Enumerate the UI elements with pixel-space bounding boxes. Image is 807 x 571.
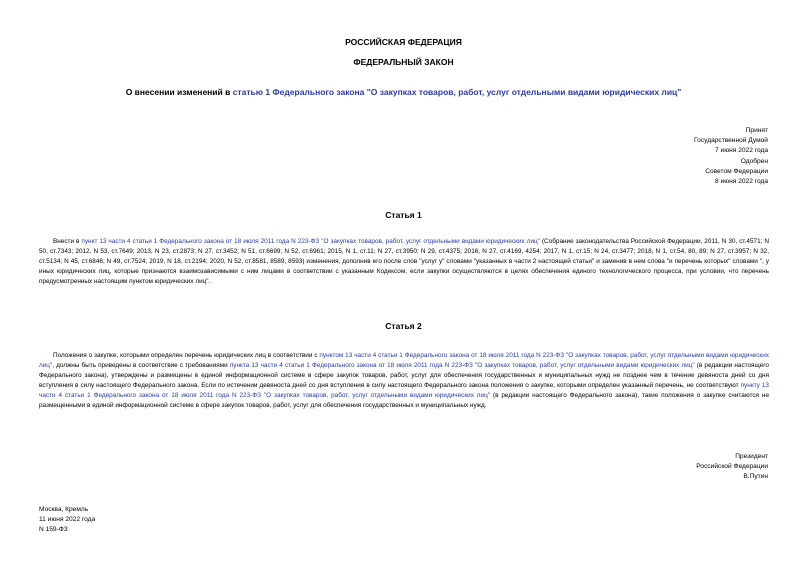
law-title-prefix: О внесении изменений в <box>125 87 233 97</box>
article-2-link[interactable]: пунктом 13 части 4 статьи 1 Федерального закона от 18 июля 2011 года N 223-ФЗ "О закупках товаров, работ, услуг отдельными видами юридических лиц" <box>39 352 769 370</box>
adoption-line: Принят <box>745 127 768 134</box>
law-type-heading: ФЕДЕРАЛЬНЫЙ ЗАКОН <box>353 57 454 67</box>
article-2-link[interactable]: пункта 13 части 4 статьи 1 Федерального закона от 18 июля 2011 года N 223-ФЗ "О закупках товаров, работ, услуг отдельными видами юридических лиц" <box>229 362 695 370</box>
adoption-line: 8 июня 2022 года <box>715 178 768 186</box>
adoption-line: Одобрен <box>740 157 768 165</box>
article-2-text: Положения о закупке, которыми определен перечень юридических лиц в соответствии с <box>53 352 320 359</box>
signature-line: Президент <box>735 453 768 460</box>
adoption-block <box>568 126 768 187</box>
date-line: 11 июня 2022 года <box>39 516 96 524</box>
place-line: Москва, Кремль <box>39 506 89 513</box>
article-2-heading: Статья 2 <box>385 321 422 331</box>
article-2-text: , должны быть приведены в соответствие с требованиями <box>52 362 230 370</box>
law-title <box>0 87 807 97</box>
place-date-block <box>39 505 95 536</box>
article-1-link[interactable]: пункт 13 части 4 статьи 1 Федерального закона от 18 июля 2011 года N 223-ФЗ "О закупках товаров, работ, услуг отдельными видами юридических лиц" <box>81 238 540 245</box>
article-2-paragraph <box>39 351 769 412</box>
article-2-link[interactable]: пункту 13 части 4 статьи 1 Федерального закона от 18 июля 2011 года N 223-ФЗ "О закупках товаров, работ, услуг отдельными видами юридических лиц" <box>39 382 769 400</box>
adoption-line: Советом Федерации <box>705 167 768 175</box>
article-1-heading: Статья 1 <box>385 210 422 220</box>
article-1-paragraph <box>39 237 769 287</box>
law-title-link[interactable]: статью 1 Федерального закона "О закупках товаров, работ, услуг отдельными видами юридических лиц" <box>232 87 682 97</box>
signature-block <box>568 452 768 483</box>
article-2-text: (в редакции настоящего Федерального закона), такие положения о закупке считаются не размещенными в единой информационной системе в сфере закупок товаров, работ, услуг для обеспечения государственных и муниципальных нужд. <box>39 392 769 410</box>
article-1-text: (Собрание законодательства Российской Федерации, 2011, N 30, ст.4571; N 50, ст.7343; 2012, N 53, ст.7649; 2013, N 23, ст.2873; N 27, ст.3452; N 51, ст.6699; N 52, ст.6961; 2015, N 1, ст.11; N 27, ст.3950; N 29, ст.4375; 2016, N 27, ст.4169, 4254; 2017, N 1, ст.15; N 24, ст.3477; 2018, N 1, ст.54, 80, 89; N 27, ст.3957; N 32, ст.5134; N 45, ст.6846; N 49, ст.7524; 2019, N 18, ст.2194; 2020, N 52, ст.8581, 8589, 8593) изменения, дополнив его после слов "услуг у" словами "указанных в части 2 настоящей статьи" и заменив в нем слова "и перечень которых" словами ", у иных юридических лиц, которые признаются взаимозависимыми с ним лицами в соответствии с указанным Кодексом, если закупки осуществляются в целях обеспечения единого технологического процесса, при условии, что перечень предусмотренных настоящим пунктом юридических лиц". <box>39 238 770 286</box>
article-2-text: (в редакции настоящего Федерального закона), утверждены и размещены в единой информационной системе в сфере закупок товаров, работ, услуг для обеспечения государственных и муниципальных нужд не позднее чем в течение девяноста дней со дня вступления в силу настоящего Федерального закона. Если по истечении девяноста дней со дня вступления в силу настоящего Федерального закона положения о закупке, которыми определен указанный перечень, не соответствуют <box>39 362 769 390</box>
adoption-line: Государственной Думой <box>694 137 768 145</box>
country-heading: РОССИЙСКАЯ ФЕДЕРАЦИЯ <box>345 37 462 47</box>
adoption-line: 7 июня 2022 года <box>715 147 768 155</box>
signature-line: В.Путин <box>743 473 768 481</box>
signature-line: Российской Федерации <box>696 463 768 471</box>
article-1-text: Внести в <box>53 238 82 245</box>
law-number: N 159-ФЗ <box>39 526 68 534</box>
